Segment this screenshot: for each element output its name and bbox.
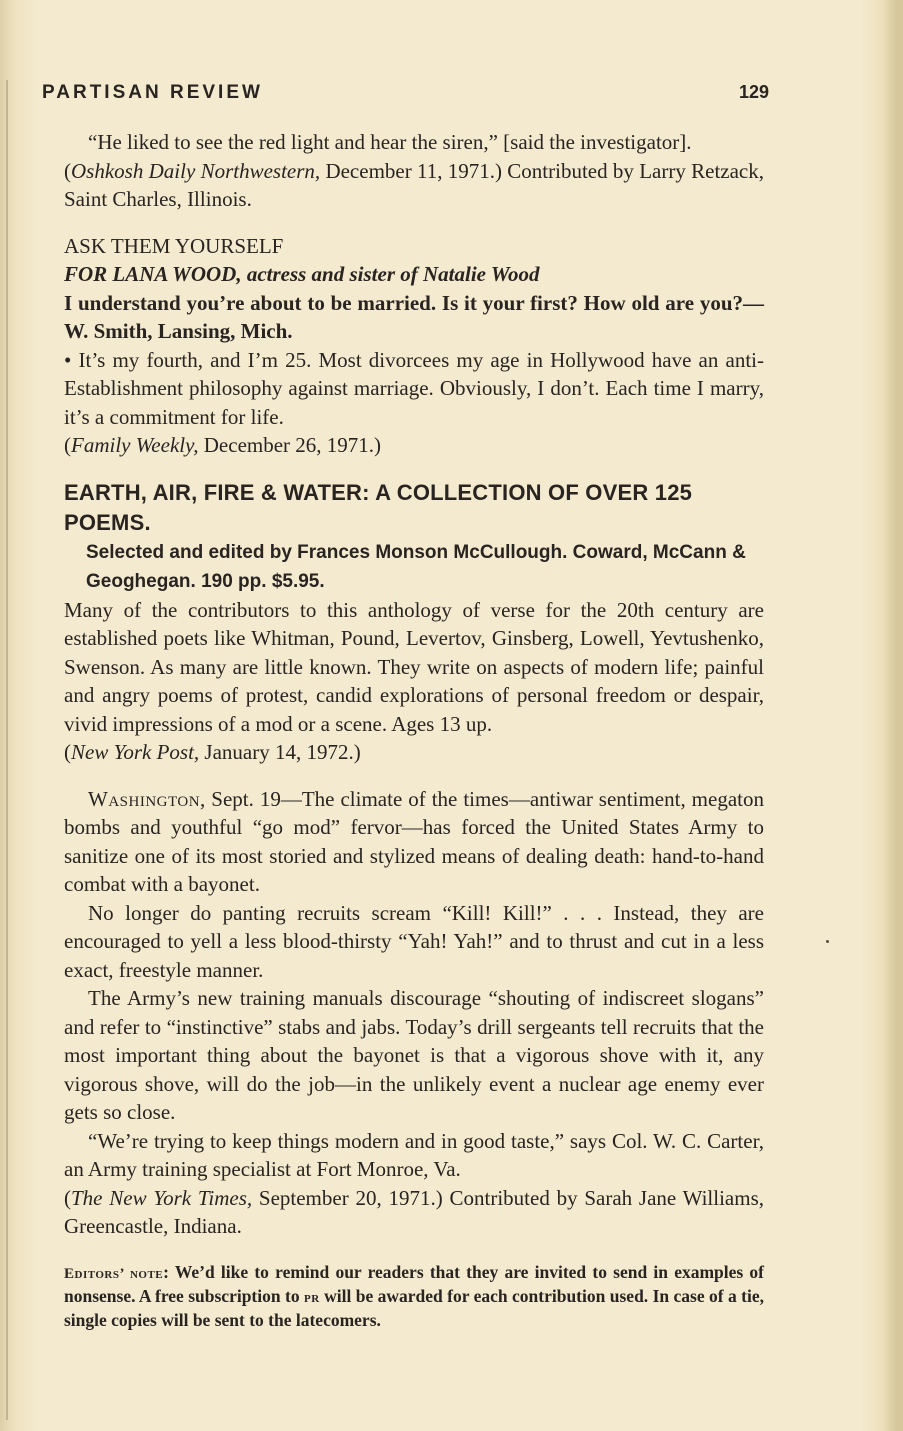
- pr-abbreviation: pr: [304, 1289, 320, 1306]
- news-paragraph: The Army’s new training manuals discourage “shouting of indiscreet slogans” and refer to “instinctive” stabs and jabs. Today’s drill sergeants tell recruits that the most important thing about the bayonet is that a vigorous shove with it, any vigorous shove, will do the job—in the unlikely event a nuclear age enemy ever gets so close.: [64, 986, 764, 1124]
- news-paragraph: No longer do panting recruits scream “Kill! Kill!” . . . Instead, they are encouraged to yell a less blood-thirsty “Yah! Yah!” and to thrust and cut in a less exact, freestyle manner.: [64, 900, 764, 982]
- source-citation: [64, 738, 764, 767]
- editors-note: [64, 1261, 764, 1331]
- editors-note-text: : We’d like to remind our readers that they are invited to send in examples of nonsense. A free subscription to: [64, 1261, 764, 1306]
- column-subheading: FOR LANA WOOD, actress and sister of Natalie Wood: [64, 262, 540, 286]
- news-paragraph: “We’re trying to keep things modern and in good taste,” says Col. W. C. Carter, an Army training specialist at Fort Monroe, Va.: [64, 1128, 764, 1181]
- source-citation: [64, 157, 764, 214]
- news-paragraph-text: , Sept. 19—The climate of the times—antiwar sentiment, megaton bombs and youthful “go mod” fervor—has forced the United States Army to sanitize one of its most storied and stylized means of dealing death: hand-to-hand combat with a bayonet.: [64, 786, 764, 896]
- citation-title: New York Post,: [71, 740, 200, 764]
- quote-paragraph: “He liked to see the red light and hear the siren,” [said the investigator].: [88, 130, 692, 154]
- review-paragraph: Many of the contributors to this anthology of verse for the 20th century are established poets like Whitman, Pound, Levertov, Ginsberg, Lowell, Yevtushenko, Swenson. As many are little known. They write on aspects of modern life; painful and angry poems of protest, candid explorations of personal freedom or despair, vivid impressions of a mod or a scene. Ages 13 up.: [64, 597, 764, 736]
- ink-speck: [826, 940, 829, 943]
- editors-note-label: Editors’ note: [64, 1265, 164, 1282]
- page-edge: [897, 0, 903, 1431]
- citation-paren: (: [64, 158, 71, 183]
- news-paragraph: [64, 785, 764, 899]
- journal-title: PARTISAN REVIEW: [42, 82, 263, 103]
- book-details: Selected and edited by Frances Monson McCullough. Coward, McCann & Geoghegan. 190 pp. $5.95.: [86, 541, 746, 592]
- book-title: EARTH, AIR, FIRE & WATER: A COLLECTION OF OVER 125 POEMS.: [64, 479, 693, 535]
- editors-note-text-end: will be awarded for each contribution used. In case of a tie, single copies will be sent to the latecomers.: [64, 1285, 765, 1330]
- citation-rest: December 11, 1971.) Contributed by Larry Retzack, Saint Charles, Illinois.: [64, 158, 764, 211]
- citation-rest: January 14, 1972.): [199, 740, 361, 764]
- section-heading: ASK THEM YOURSELF: [64, 233, 284, 258]
- answer-paragraph: • It’s my fourth, and I’m 25. Most divorcees my age in Hollywood have an anti-Establishment philosophy against marriage. Obviously, I don’t. Each time I marry, it’s a commitment for life.: [64, 347, 764, 429]
- citation-rest: December 26, 1971.): [198, 433, 382, 457]
- page-number: 129: [738, 82, 769, 102]
- citation-paren: (: [64, 1185, 71, 1210]
- page-body: [64, 128, 764, 1331]
- citation-paren: (: [64, 740, 71, 764]
- citation-paren: (: [64, 433, 71, 457]
- source-citation: [64, 431, 764, 460]
- section-spacer: [64, 767, 764, 785]
- citation-title: Oshkosh Daily Northwestern,: [71, 158, 321, 183]
- citation-title: The New York Times,: [71, 1185, 253, 1210]
- reader-question: I understand you’re about to be married. Is it your first? How old are you?—W. Smith, Lansing, Mich.: [64, 290, 764, 343]
- source-citation: [64, 1184, 764, 1241]
- binding-shadow: [6, 80, 8, 1420]
- running-header: [42, 82, 769, 108]
- citation-title: Family Weekly,: [71, 433, 199, 457]
- dateline: Washington: [88, 786, 201, 811]
- citation-rest: September 20, 1971.) Contributed by Sarah Jane Williams, Greencastle, Indiana.: [64, 1185, 765, 1238]
